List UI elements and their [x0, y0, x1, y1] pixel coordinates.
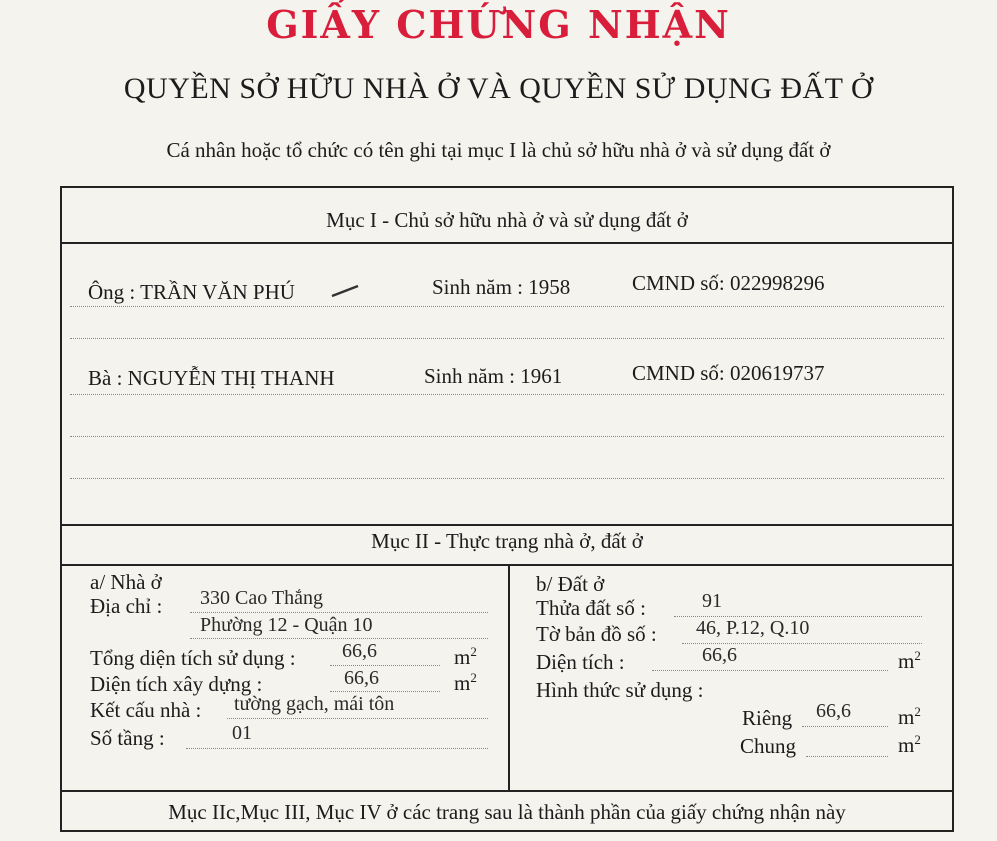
owner2-birth: Sinh năm : 1961 — [424, 364, 563, 388]
land-area-unit: $m^2$ — [898, 648, 921, 673]
dotted-line — [806, 756, 888, 757]
structure-value: tường gạch, mái tôn — [234, 693, 395, 715]
checkmark-icon — [330, 284, 360, 298]
address-line1: 330 Cao Thắng — [200, 587, 323, 609]
owner1-birth: Sinh năm : 1958 — [432, 275, 571, 299]
section1-heading: Mục I - Chủ sở hữu nhà ở và sử dụng đất ở — [326, 208, 688, 232]
floors-value: 01 — [232, 722, 252, 744]
dotted-line — [70, 394, 944, 395]
owner1-id: CMND số: 022998296 — [632, 271, 825, 295]
divider — [62, 790, 952, 792]
build-area-unit: $m^2$ — [454, 670, 477, 695]
dotted-line — [70, 436, 944, 437]
dotted-line — [70, 306, 944, 307]
owner1-name: Ông : TRẦN VĂN PHÚ — [88, 280, 295, 304]
owner2-id: CMND số: 020619737 — [632, 361, 825, 385]
footer-note: Mục IIc,Mục III, Mục IV ở các trang sau là thành phần của giấy chứng nhận này — [168, 800, 846, 824]
column-divider — [508, 564, 510, 790]
address-line2: Phường 12 - Quận 10 — [200, 614, 373, 636]
shared-label: Chung — [740, 734, 797, 758]
dotted-line — [330, 691, 440, 692]
divider — [62, 564, 952, 566]
house-heading: a/ Nhà ở — [90, 570, 162, 594]
divider — [62, 524, 952, 526]
section2-heading: Mục II - Thực trạng nhà ở, đất ở — [371, 529, 643, 553]
dotted-line — [70, 478, 944, 479]
certificate-subtitle: QUYỀN SỞ HỮU NHÀ Ở VÀ QUYỀN SỬ DỤNG ĐẤT Ở — [123, 72, 874, 105]
dotted-line — [190, 638, 488, 639]
certificate-title: GIẤY CHỨNG NHẬN — [266, 2, 731, 47]
land-area-label: Diện tích : — [536, 650, 625, 674]
land-heading: b/ Đất ở — [536, 572, 605, 596]
divider — [62, 242, 952, 244]
dotted-line — [227, 718, 488, 719]
dotted-line — [190, 612, 488, 613]
dotted-line — [70, 338, 944, 339]
usage-label: Hình thức sử dụng : — [536, 678, 704, 702]
parcel-value: 91 — [702, 590, 722, 612]
dotted-line — [330, 665, 440, 666]
total-area-unit: $m^2$ — [454, 644, 477, 669]
private-unit: $m^2$ — [898, 704, 921, 729]
land-area-value: 66,6 — [702, 644, 737, 666]
floors-label: Số tầng : — [90, 726, 165, 750]
dotted-line — [802, 726, 888, 727]
address-label: Địa chỉ : — [90, 594, 163, 618]
parcel-label: Thửa đất số : — [536, 596, 646, 620]
shared-unit: $m^2$ — [898, 732, 921, 757]
total-area-label: Tổng diện tích sử dụng : — [90, 646, 296, 670]
total-area-value: 66,6 — [342, 640, 377, 662]
intro-text: Cá nhân hoặc tổ chức có tên ghi tại mục I là chủ sở hữu nhà ở và sử dụng đất ở — [166, 138, 831, 162]
certificate-table — [60, 186, 954, 832]
dotted-line — [652, 670, 888, 671]
build-area-value: 66,6 — [344, 667, 379, 689]
private-value: 66,6 — [816, 700, 851, 722]
dotted-line — [186, 748, 488, 749]
map-value: 46, P.12, Q.10 — [696, 617, 810, 639]
structure-label: Kết cấu nhà : — [90, 698, 202, 722]
owner2-name: Bà : NGUYỄN THỊ THANH — [88, 366, 335, 390]
map-label: Tờ bản đồ số : — [536, 622, 657, 646]
build-area-label: Diện tích xây dựng : — [90, 672, 263, 696]
private-label: Riêng — [742, 706, 793, 730]
